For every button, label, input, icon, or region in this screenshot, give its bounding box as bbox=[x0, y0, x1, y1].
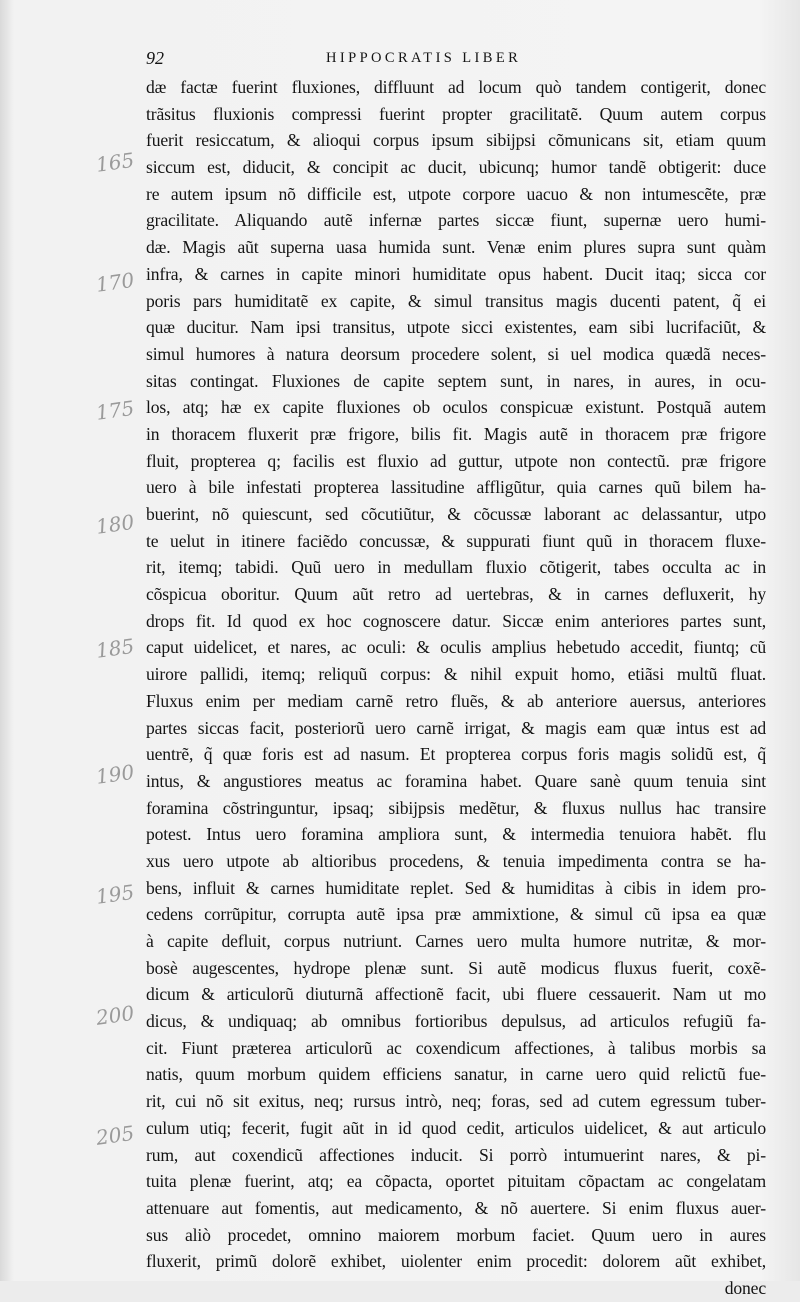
text-line: bens, influit & carnes humiditate replet. Sed & humiditas à cibis in idem pro- bbox=[146, 877, 766, 898]
text-line: intus, & angustiores meatus ac foramina habet. Quare sanè quum tenuia sint bbox=[146, 770, 766, 791]
text-line: cedens corrũpitur, corrupta autẽ ipsa præ ammixtione, & simul cũ ipsa ea quæ bbox=[146, 904, 766, 925]
margin-line-number: 165 bbox=[94, 147, 136, 177]
text-line: dicus, & undiquaq; ab omnibus fortioribus depulsus, ad articulos refugiũ fa- bbox=[146, 1011, 766, 1032]
page-number: 92 bbox=[146, 48, 164, 68]
text-line: dæ. Magis aũt superna uasa humida sunt. Venæ enim plures supra sunt quàm bbox=[146, 237, 766, 258]
text-line: donec bbox=[724, 1277, 766, 1298]
margin-line-number: 190 bbox=[94, 759, 136, 789]
text-line: uentrẽ, q̃ quæ foris est ad nasum. Et propterea corpus foris magis solidũ est, q̃ bbox=[146, 744, 766, 765]
text-line: partes siccas facit, posteriorũ uero carnẽ irrigat, & magis eam quæ intus est ad bbox=[146, 717, 766, 738]
text-line: buerint, nõ quiescunt, sed cõcutiũtur, & cõcussæ laborant ac delassantur, utpo bbox=[146, 504, 766, 524]
margin-line-number: 205 bbox=[94, 1120, 136, 1150]
text-line: tuita plenæ fuerint, atq; ea cõpacta, oportet pituitam cõpactam ac congelatam bbox=[146, 1171, 766, 1192]
text-line: bosè augescentes, hydrope plenæ sunt. Si autẽ modicus fluxus fuerit, coxẽ- bbox=[146, 957, 766, 978]
text-line: xus uero utpote ab altioribus procedens, & tenuia impedimenta contra se ha- bbox=[146, 850, 766, 871]
text-line: potest. Intus uero foramina ampliora sunt, & intermedia tenuiora habẽt. flu bbox=[146, 824, 766, 845]
margin-line-number: 170 bbox=[94, 267, 136, 297]
text-line: à capite defluit, corpus nutriunt. Carnes uero multa humore nutritæ, & mor- bbox=[146, 931, 766, 951]
text-line: rit, itemq; tabidi. Quũ uero in medullam fluxio cõtigerit, tabes occulta ac in bbox=[146, 557, 766, 578]
text-line: trãsitus fluxionis compressi fuerint propter gracilitatẽ. Quum autem corpus bbox=[146, 103, 766, 124]
text-line: natis, quum morbum quidem efficiens sanatur, in carne uero quid relictũ fue- bbox=[146, 1064, 766, 1085]
text-line: drops fit. Id quod ex hoc cognoscere datur. Siccæ enim anteriores partes sunt, bbox=[146, 610, 766, 631]
text-line: te uelut in itinere faciẽdo concussæ, & suppurati fiunt quũ in thoracem fluxe- bbox=[146, 530, 766, 551]
text-line: gracilitate. Aliquando autẽ infernæ partes siccæ fiunt, supernæ uero humi- bbox=[146, 210, 766, 231]
text-line: foramina cõstringuntur, ipsaq; sibijpsis medẽtur, & fluxus nullus hac transire bbox=[146, 797, 766, 818]
text-line: culum utiq; fecerit, fugit aũt in id quod cedit, articulos uidelicet, & aut articulo bbox=[146, 1117, 766, 1138]
text-line: Fluxus enim per mediam carnẽ retro fluẽs, & ab anteriore auersus, anteriores bbox=[146, 690, 766, 711]
text-line: los, atq; hæ ex capite fluxiones ob oculos conspicuæ existunt. Postquã autem bbox=[146, 397, 766, 418]
margin-line-number: 195 bbox=[94, 879, 136, 909]
running-head bbox=[146, 48, 766, 72]
text-line: in thoracem fluxerit præ frigore, bilis fit. Magis autẽ in thoracem præ frigore bbox=[146, 423, 766, 444]
text-line: cit. Fiunt præterea articulorũ ac coxendicum affectiones, à talibus morbis sa bbox=[146, 1037, 766, 1058]
body-text bbox=[146, 74, 766, 1302]
margin-line-number: 185 bbox=[94, 633, 136, 663]
margin-line-number: 180 bbox=[94, 509, 136, 539]
text-line: rit, cui nõ sit exitus, neq; rursus intrò, neq; foras, sed ad cutem egressum tuber- bbox=[146, 1091, 766, 1112]
text-line: siccum est, diducit, & concipit ac ducit, ubicunq; humor tandẽ obtigerit: duce bbox=[146, 157, 766, 178]
text-line: re autem ipsum nõ difficile est, utpote corpore uacuo & non intumescẽte, præ bbox=[146, 183, 766, 204]
text-line: dicum & articulorũ diuturnã affectionẽ facit, ubi fluere cessauerit. Nam ut mo bbox=[146, 984, 766, 1005]
margin-line-number: 175 bbox=[94, 395, 136, 425]
text-line: fluit, propterea q; facilis est fluxio ad guttur, utpote non contectũ. præ frigore bbox=[146, 450, 766, 471]
text-line: sitas contingat. Fluxiones de capite septem sunt, in nares, in aures, in ocu- bbox=[146, 370, 766, 391]
text-line: infra, & carnes in capite minori humiditate opus habent. Ducit itaq; sicca cor bbox=[146, 263, 766, 284]
text-line: cõspicua oboritur. Quum aũt retro ad uertebras, & in carnes defluxerit, hy bbox=[146, 584, 766, 605]
book-title: HIPPOCRATIS LIBER bbox=[326, 50, 522, 66]
text-line: quæ ducitur. Nam ipsi transitus, utpote sicci existentes, eam sibi lucrifaciũt, & bbox=[146, 317, 766, 338]
text-line: simul humores à natura deorsum procedere solent, si uel modica quædã neces- bbox=[146, 343, 766, 364]
text-line: dæ factæ fuerint fluxiones, diffluunt ad locum quò tandem contigerit, donec bbox=[146, 77, 766, 97]
text-line: rum, aut coxendicũ affectiones inducit. Si porrò intumuerint nares, & pi- bbox=[146, 1144, 766, 1165]
text-line: caput uidelicet, et nares, ac oculi: & oculis amplius hebetudo accedit, fiuntq; cũ bbox=[146, 637, 766, 658]
text-line: fluxerit, primũ dolorẽ exhibet, uiolenter enim procedit: dolorem aũt exhibet, bbox=[146, 1251, 766, 1272]
text-line: uero à bile infestati propterea lassitudine affligũtur, quia carnes quũ bilem ha- bbox=[146, 477, 766, 498]
text-line: fuerit resiccatum, & alioqui corpus ipsum sibijpsi cõmunicans sit, etiam quum bbox=[146, 130, 766, 151]
margin-line-number: 200 bbox=[94, 1000, 136, 1030]
text-line: uirore pallidi, itemq; reliquũ corpus: & nihil expuit homo, etiãsi multũ fluat. bbox=[146, 664, 766, 685]
text-line: sus aliò procedet, omnino maiorem morbum faciet. Quum uero in aures bbox=[146, 1224, 766, 1245]
text-line: poris pars humiditatẽ ex capite, & simul transitus magis ducenti patent, q̃ ei bbox=[146, 290, 766, 311]
text-line: attenuare aut fomentis, aut medicamento, & nõ auertere. Si enim fluxus auer- bbox=[146, 1197, 766, 1218]
